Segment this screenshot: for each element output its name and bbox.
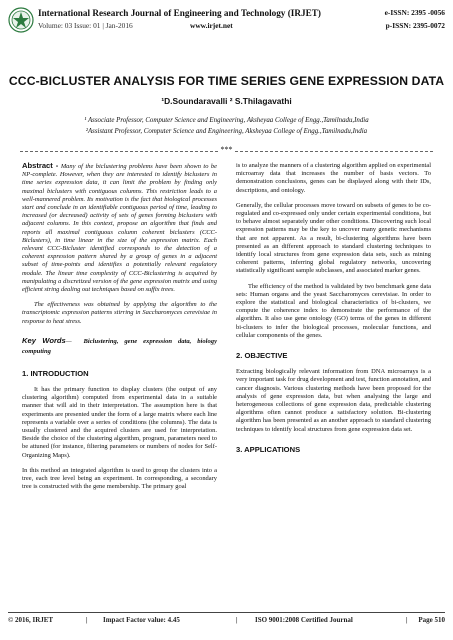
footer-separator: | [406,616,408,624]
abstract-paragraph-2: The effectiveness was obtained by applying the algorithm to the transcriptomic expression patterns stirring in Saccharomyces cerevisiae in response to heat stress. [22,301,217,325]
journal-header [8,6,445,36]
affiliation-2: ²Assistant Professor, Computer Science and Engineering, Aksheyaa College of Engg.,Tamilnadu,India [85,128,368,135]
footer-separator: | [86,616,88,624]
abstract-text: Many of the biclustering problems have been shown to be NP-complete. However, when they are interested in identify biclusters in time series expression data, it can limit the problem by finding only maximal biclusters with contiguous columns. This restriction leads to a well-mannered problem. Its motivation is the fact that biological processes start and conclude in an identifiable contiguous period of time, leading to increased (or decreased) activity of sets of genes forming biclusters with adjacent columns. In this context, propose an algorithm that finds and reports all maximal contiguous column coherent biclusters (CCC-Biclusters), in time linear in the size of the expression matrix. Each relevant CCC-Bicluster identified corresponds to the detection of a coherent expression pattern shared by a group of genes in a adjacent subset of time-points and identifies a potentially relevant regulatory module. The linear time complexity of CCC-Biclustering is acquired by manipulating a discretized version of the gene expression matrix and using efficient string dealing out techniques based on suffix trees. [22,163,217,294]
paper-authors: ¹D.Soundaravalli ² S.Thilagavathi [161,96,292,106]
journal-name: International Research Journal of Engineering and Technology (IRJET) [38,8,321,18]
e-issn: e-ISSN: 2395 -0056 [384,8,445,17]
footer-iso: ISO 9001:2008 Certified Journal [255,616,353,624]
page-footer [8,616,445,628]
keywords-text: Biclustering, gene expression data, biology computing [22,337,218,355]
affiliation-1: ¹ Associate Professor, Computer Science and Engineering, Aksheyaa College of Engg.,Tamilnadu,India [84,117,369,124]
paper-title: CCC-BICLUSTER ANALYSIS FOR TIME SERIES GENE EXPRESSION DATA [8,74,445,88]
footer-copyright: © 2016, IRJET [8,616,54,624]
keywords: Key Words— Biclustering, gene expression data, biology computing [22,335,218,355]
abstract [22,162,217,294]
divider-stars: *** [220,145,233,154]
body-paragraph-3: The efficiency of the method is validated by two benchmark gene data sets: Human organs and the yeast Saccharomyces cerevisiae. In order to explore the statistical and biological characteristics of bi-clusters, we compute the coherence index to demonstrate the performance of the algorithm. It also use gene ontology (GO) terms of the genes in different bi-clusters to infer the biological processes, molecular functions, and cellular components of the genes. [236,282,431,339]
left-column [22,162,217,499]
footer-rule [8,612,445,613]
keywords-label: Key Words [22,335,66,345]
body-paragraph-1: is to analyze the manners of a clustering algorithm applied on experimental microarray data that increases the number of basis vectors. To demonstration conclusions, genes can be displayed along with their IDs, descriptions, and ontology. [236,162,431,194]
intro-paragraph-2: In this method an integrated algorithm is used to group the clusters into a tree, each tree level being an experiment. In corresponding, a secondary tree is constructed with the gene membership. The primary goal [22,466,217,491]
objective-paragraph: Extracting biologically relevant information from DNA microarrays is a very important task for drug development and test, function annotation, and cancer diagnosis. Various clustering methods have been proposed for the analysis of gene expression data, but when analysing the large and heterogeneous collections of gene expression data, predictable clustering algorithms often cannot produce a satisfactory solution. Bi-clustering algorithm has been presented as an another approach to standard clustering techniques to identify local structures from gene expression data set. [236,368,431,433]
heading-applications: 3. APPLICATIONS [236,444,301,454]
irjet-logo [8,7,34,33]
intro-paragraph-1: It has the primary function to display clusters (the output of any clustering algorithm) computed from experimental data in a suitable manner that will aid in their interpretation. The assumption here is that experiments are presented under the form of a large matrix where each line represents a variable over a series of conditions (the columns). The data is usually clustered and the acquired clusters are used for interpretation. Beside the choice of the clustering algorithm, program, parameters need to be attuned (for instance, filtering parameters or numbers of nodes for Self-Organizing Maps). [22,386,217,459]
heading-objective: 2. OBJECTIVE [236,351,288,361]
footer-impact-factor: Impact Factor value: 4.45 [103,616,180,624]
volume-issue: Volume: 03 Issue: 01 | Jan-2016 [38,21,133,30]
section-divider [20,145,433,155]
right-column [236,162,431,462]
p-issn: p-ISSN: 2395-0072 [385,21,445,30]
abstract-label: Abstract - [22,161,59,170]
body-paragraph-2: Generally, the cellular processes move toward on subsets of genes to be co-regulated and co-expressed only under certain experimental conditions, but to behave almost separately under other conditions. Discovering such local expression patterns may be the key to uncover many genetic mechanisms that are not apparent. As a result, bi-clustering algorithms have been presented as an different approach to standard clustering techniques to identify local structures from gene expression data sets, such as mining coherent patterns, inferring global regulatory networks, uncovering statistically significant sample subclasses, and associated marker genes. [236,201,431,275]
heading-introduction: 1. INTRODUCTION [22,368,89,378]
journal-website: www.irjet.net [190,21,233,30]
footer-separator: | [236,616,238,624]
footer-page-number: Page 510 [418,616,445,624]
